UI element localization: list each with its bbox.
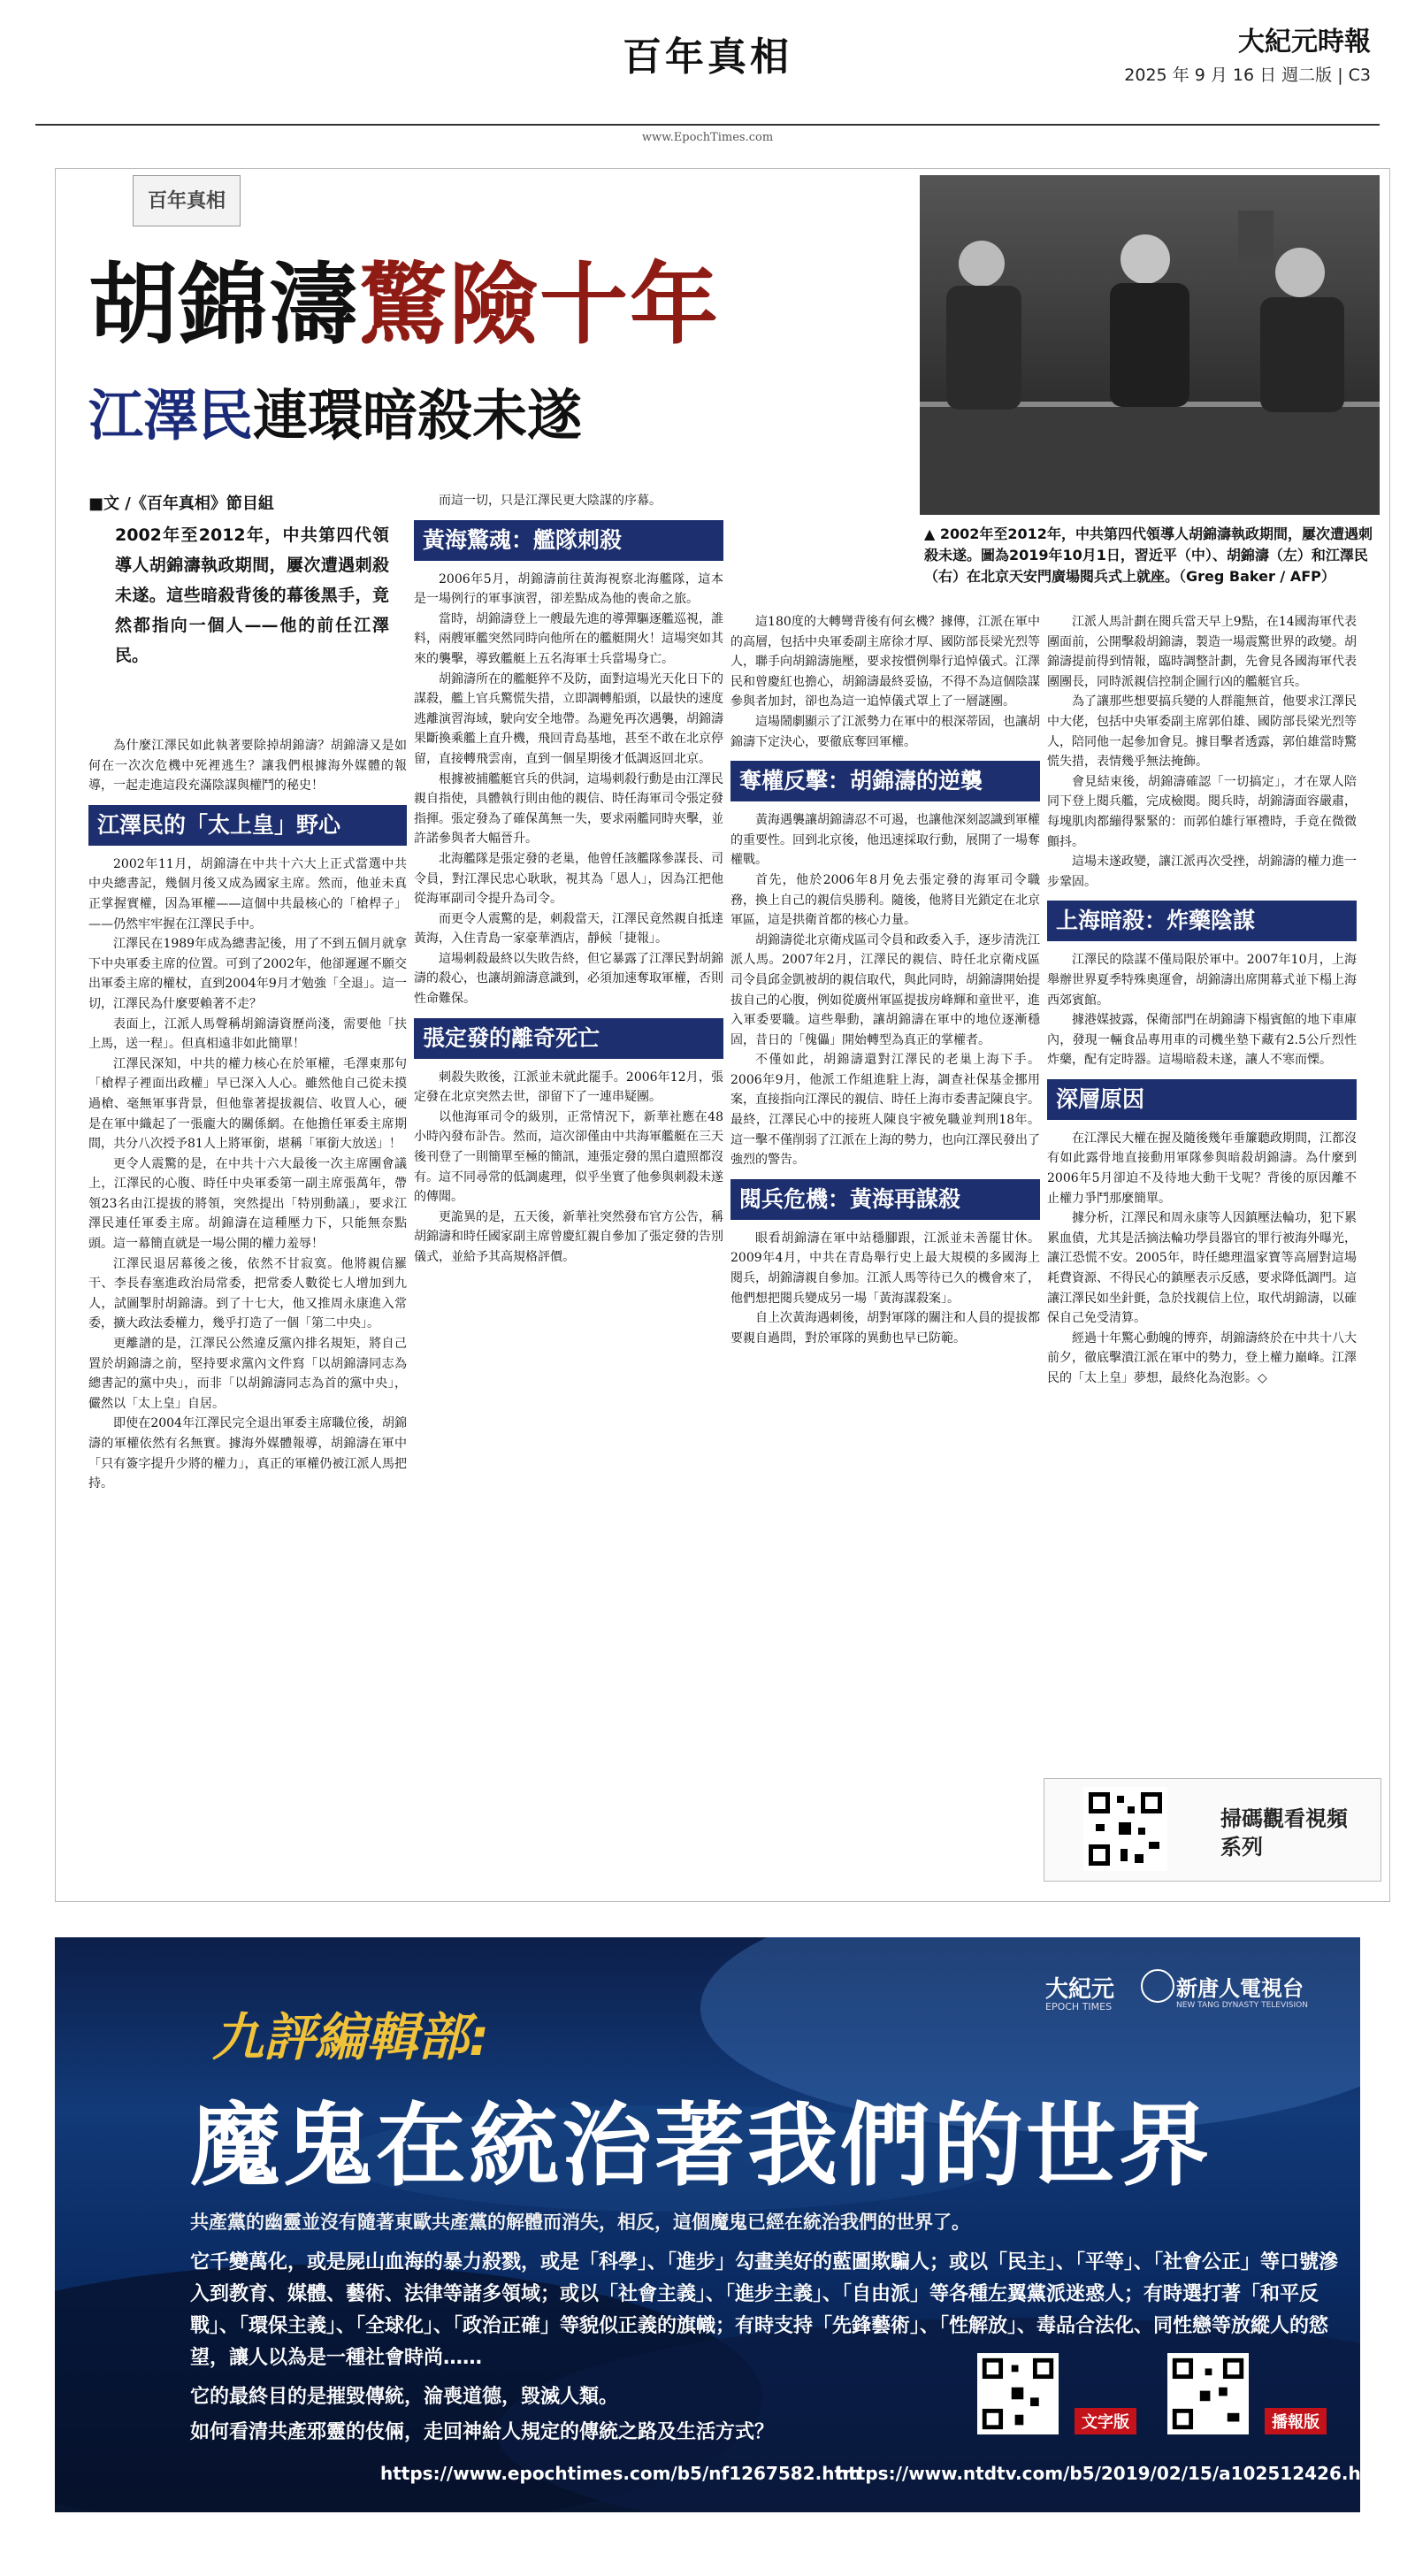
section-title: 百年真相 [623,34,792,80]
paragraph: 北海艦隊是張定發的老巢，他曾任該艦隊參謀長、司令員，對江澤民忠心耿耿，視其為「恩人」，因為江把他從海軍副司令提升為司令。 [414,851,723,907]
section-heading: 江澤民的「太上皇」野心 [88,805,407,846]
ad-body: 它千變萬化，或是屍山血海的暴力殺戮，或是「科學」、「進步」勾畫美好的藍圖欺騙人；或以「民主」、「平等」、「社會公正」等口號滲入到教育、媒體、藝術、法律等諸多領域；或以「社會主義」、「進步主義」、「自由派」等各種左翼黨派迷惑人；有時選打著「和平反戰」、「環保主義」、「全球化」、「政治正確」等貌似正義的旗幟；有時支持「先鋒藝術」、「性解放」、毒品合法化、同性戀等放縱人的慾望，讓人以為是一種社會時尚…… [190,2251,1339,2369]
paragraph: 經過十年驚心動魄的博弈，胡錦濤終於在中共十八大前夕，徹底擊潰江派在軍中的勢力，登上權力巔峰。江澤民的「太上皇」夢想，最終化為泡影。◇ [1047,1330,1357,1385]
byline: ■文 /《百年真相》節目組 [88,494,274,513]
paragraph: 江澤民深知，中共的權力核心在於軍權，毛澤東那句「槍桿子裡面出政權」早已深入人心。雖然他自己從未摸過槍、毫無軍事背景，但他靠著提拔親信、收買人心，硬是在軍中織起了一張龐大的關係網。在他擔任軍委主席期間，共分八次授予81人上將軍銜，堪稱「軍銜大放送」！ [88,1056,407,1152]
text-version-tag[interactable]: 文字版 [1075,2408,1136,2434]
paragraph: 黃海遇襲讓胡錦濤忍不可遏，也讓他深刻認識到軍權的重要性。回到北京後，他迅速採取行動，展開了一場奪權戰。 [730,813,1040,868]
photo-illustration [920,175,1380,515]
header-divider [35,124,1380,126]
date-line: 2025 年 9 月 16 日 週二版 | C3 [1124,65,1371,85]
ad-series-label: 九評編輯部: [212,2007,490,2067]
subhead-blue: 江澤民 [88,383,254,448]
broadcast-version-tag[interactable]: 播報版 [1265,2408,1327,2434]
epoch-times-logo: 大紀元 [1045,1976,1115,2003]
paragraph: 2006年5月，胡錦濤前往黃海視察北海艦隊，這本是一場例行的軍事演習，卻差點成為他的喪命之旅。 [414,571,723,607]
ad-intro: 共產黨的幽靈並沒有隨著東歐共產黨的解體而消失，相反，這個魔鬼已經在統治我們的世界了。 [190,2212,970,2233]
paragraph: 在江澤民大權在握及隨後幾年垂簾聽政期間，江都沒有如此露骨地直接動用軍隊參與暗殺胡錦濤。為什麼到2006年5月卻迫不及待地大動干戈呢？背後的原因離不止權力爭鬥那麼簡單。 [1047,1131,1357,1206]
headline [88,252,849,358]
paragraph: 這場未遂政變，讓江派再次受挫，胡錦濤的權力進一步鞏固。 [1047,855,1357,889]
article-column-1 [88,736,407,1494]
newspaper-brand: 大紀元時報 [1238,27,1371,58]
paragraph: 首先，他於2006年8月免去張定發的海軍司令職務，換上自己的親信吳勝利。隨後，他將目光鎖定在北京軍區，這是拱衛首都的核心力量。 [730,872,1040,928]
paragraph: 這場刺殺最終以失敗告終，但它暴露了江澤民對胡錦濤的殺心，也讓胡錦濤意識到，必須加速奪取軍權，否則性命難保。 [414,951,723,1007]
paragraph: 這180度的大轉彎背後有何玄機？據傳，江派在軍中的高層，包括中央軍委副主席徐才厚、國防部長梁光烈等人，聯手向胡錦濤施壓，要求按慣例舉行追悼儀式。江澤民和曾慶紅也擔心，胡錦濤最終妥協，不得不為這個陰謀參與者加封，卻也為這一追悼儀式罩上了一層謎團。 [730,615,1040,709]
paragraph: 自上次黃海遇刺後，胡對軍隊的關注和人員的提拔都要親自過問，對於軍隊的異動也早已防範。 [730,1311,1040,1346]
paragraph: 會見結束後，胡錦濤確認「一切搞定」，才在眾人陪同下登上閱兵艦，完成檢閱。閱兵時，胡錦濤面容嚴肅，每塊肌肉都繃得緊緊的：而郭伯雄行軍禮時，手竟在微微顫抖。 [1047,774,1357,849]
paragraph: 這場鬧劇顯示了江派勢力在軍中的根深蒂固，也讓胡錦濤下定決心，要徹底奪回軍權。 [730,714,1040,749]
headline-red: 驚險十年 [359,253,720,356]
paragraph: 江派人馬計劃在閱兵當天早上9點，在14國海軍代表團面前，公開擊殺胡錦濤，製造一場震驚世界的政變。胡錦濤提前得到情報，臨時調整計劃，先會見各國海軍代表團團長，同時派親信控制企圖行凶的艦艇官兵。 [1047,615,1357,689]
paragraph: 表面上，江派人馬聲稱胡錦濤資歷尚淺，需要他「扶上馬，送一程」。但真相遠非如此簡單！ [88,1016,407,1052]
site-url: www.EpochTimes.com [619,131,796,144]
subheadline [88,380,849,451]
paragraph: 為什麼江澤民如此執著要除掉胡錦濤？胡錦濤又是如何在一次次危機中死裡逃生？讓我們根據海外媒體的報導，一起走進這段充滿陰謀與權鬥的秘史！ [88,739,407,794]
ad-title: 魔鬼在統治著我們的世界 [190,2094,1212,2199]
paragraph: 胡錦濤從北京衛戍區司令員和政委入手，逐步清洗江派人馬。2007年2月，江澤民的親信、時任北京衛戍區司令員邱金凱被胡的親信取代，與此同時，胡錦濤開始提拔自己的心腹，例如從廣州軍區提拔房峰輝和童世平，進入軍委要職。這些舉動，讓胡錦濤在軍中的地位逐漸穩固，昔日的「傀儡」開始轉型為真正的掌權者。 [730,932,1040,1047]
ad-question: 如何看清共產邪靈的伎倆，走回神給人規定的傳統之路及生活方式？ [190,2421,775,2443]
section-heading: 張定發的離奇死亡 [414,1018,723,1059]
paragraph: 胡錦濤所在的艦艇猝不及防，面對這場光天化日下的謀殺，艦上官兵驚慌失措，立即調轉船頭，以最快的速度逃離演習海域，駛向安全地帶。為避免再次遇襲，胡錦濤果斷換乘艦上直升機，飛回青島基地，甚至不敢在北京停留，直接轉飛雲南，直到一個星期後才低調返回北京。 [414,671,723,766]
article-column-4 [1047,612,1357,1389]
article-column-3 [730,612,1040,1348]
paragraph: 而這一切，只是江澤民更大陰謀的序幕。 [439,494,662,508]
ntd-link[interactable]: https://www.ntdtv.com/b5/2019/02/15/a102512426.html [836,2463,1394,2484]
epoch-times-link[interactable]: https://www.epochtimes.com/b5/nf1267582.htm [380,2463,861,2484]
section-heading: 上海暗殺：炸藥陰謀 [1047,901,1357,941]
paragraph: 刺殺失敗後，江派並未就此罷手。2006年12月，張定發在北京突然去世，卻留下了一連串疑團。 [414,1070,723,1105]
paragraph: 即使在2004年江澤民完全退出軍委主席職位後，胡錦濤的軍權依然有名無實。據海外媒體報導，胡錦濤在軍中「只有簽字提升少將的權力」，真正的軍權仍被江派人馬把持。 [88,1416,407,1491]
column-logo: 百年真相 [133,175,241,226]
section-heading: 閱兵危機：黃海再謀殺 [730,1179,1040,1220]
lede: 2002年至2012年，中共第四代領導人胡錦濤執政期間，屢次遭遇刺殺未遂。這些暗殺背後的幕後黑手，竟然都指向一個人——他的前任江澤民。 [115,525,389,665]
subhead-black: 連環暗殺未遂 [253,383,583,448]
photo-caption: ▲ 2002年至2012年，中共第四代領導人胡錦濤執政期間，屢次遭遇刺殺未遂。圖為2019年10月1日，習近平（中）、胡錦濤（左）和江澤民（右）在北京天安門廣場閱兵式上就座。（Greg Baker / AFP） [924,525,1373,585]
article-column-2 [414,491,723,1268]
qr-code-icon[interactable] [1083,1787,1167,1871]
paragraph: 江澤民在1989年成為總書記後，用了不到五個月就拿下中央軍委主席的位置。可到了2002年，他卻遲遲不願交出軍委主席的權杖，直到2004年9月才勉強「全退」。這一切，江澤民為什麼要賴著不走？ [88,937,407,1011]
paragraph: 為了讓那些想要搞兵變的人群龍無首，他要求江澤民中大佬，包括中央軍委副主席郭伯雄、國防部長梁光烈等人，陪同他一起參加會見。據目擊者透露，郭伯雄當時驚慌失措，表情幾乎無法掩飾。 [1047,694,1357,770]
paragraph: 2002年11月，胡錦濤在中共十六大上正式當選中共中央總書記，幾個月後又成為國家主席。然而，他並未真正掌握實權，因為軍權——這個中共最核心的「槍桿子」——仍然牢牢握在江澤民手中。 [88,856,407,932]
section-heading: 黃海驚魂：艦隊刺殺 [414,520,723,561]
paragraph: 當時，胡錦濤登上一艘最先進的導彈驅逐艦巡視，誰料，兩艘軍艦突然同時向他所在的艦艇開火！這場突如其來的襲擊，導致艦艇上五名海軍士兵當場身亡。 [414,611,723,666]
ntd-logo: 新唐人電視台 [1176,1975,1304,2001]
qr-code-icon[interactable] [977,2353,1059,2434]
ad-goal: 它的最終目的是摧毀傳統，淪喪道德，毀滅人類。 [190,2386,619,2408]
section-heading: 奪權反擊：胡錦濤的逆襲 [730,761,1040,801]
article-photo [920,175,1380,515]
paragraph: 眼看胡錦濤在軍中站穩腳跟，江派並未善罷甘休。2009年4月，中共在青島舉行史上最大規模的多國海上閱兵，胡錦濤親自參加。江派人馬等待已久的機會來了，他們想把閱兵變成另一場「黃海謀殺案」。 [730,1230,1040,1306]
paragraph: 更離譜的是，江澤民公然違反黨內排名規矩，將自己置於胡錦濤之前，堅持要求黨內文件寫「以胡錦濤同志為總書記的黨中央」，而非「以胡錦濤同志為首的黨中央」，儼然以「太上皇」自居。 [88,1337,407,1411]
ntd-emblem-icon [1141,1969,1174,2003]
paragraph: 更詭異的是，五天後，新華社突然發布官方公告，稱胡錦濤和時任國家副主席曾慶紅親自參加了張定發的告別儀式，並給予其高規格評價。 [414,1209,723,1264]
ntd-logo-en: NEW TANG DYNASTY TELEVISION [1176,2001,1308,2010]
paragraph: 根據被捕艦艇官兵的供詞，這場刺殺行動是由江澤民親自指使，具體執行則由他的親信、時任海軍司令張定發指揮。張定發為了確保萬無一失，要求兩艦同時夾擊，並許諾參與者大幅晉升。 [414,771,723,847]
paragraph: 更令人震驚的是，在中共十六大最後一次主席團會議上，江澤民的心腹、時任中央軍委第一副主席張萬年，帶領23名由江提拔的將領，突然提出「特別動議」，要求江澤民連任軍委主席。胡錦濤在這種壓力下，只能無奈點頭。這一幕簡直就是一場公開的權力羞辱！ [88,1156,407,1252]
qr-label: 掃碼觀看視頻系列 [1220,1806,1348,1859]
epoch-times-logo-en: EPOCH TIMES [1045,2001,1113,2012]
paragraph: 據港媒披露，保衛部門在胡錦濤下榻賓館的地下車庫內，發現一輛食品專用車的司機坐墊下藏有2.5公斤烈性炸藥，配有定時器。這場暗殺未遂，讓人不寒而慄。 [1047,1013,1357,1068]
paragraph: 江澤民的陰謀不僅局限於軍中。2007年10月，上海舉辦世界夏季特殊奧運會，胡錦濤出席開幕式並下榻上海西郊賓館。 [1047,953,1357,1008]
paragraph: 據分析，江澤民和周永康等人因鎮壓法輪功，犯下累累血債，尤其是活摘法輪功學員器官的罪行被海外曝光，讓江恐慌不安。2005年，時任總理溫家寶等高層對這場耗費資源、不得民心的鎮壓表示反感，要求降低調門。這讓江澤民如坐針氈，急於找親信上位，取代胡錦濤，以確保自己免受清算。 [1047,1211,1357,1326]
headline-black: 胡錦濤 [88,253,359,356]
paragraph: 不僅如此，胡錦濤還對江澤民的老巢上海下手。2006年9月，他派工作組進駐上海，調查社保基金挪用案，直接指向江澤民的親信、時任上海市委書記陳良宇。最終，江澤民心中的接班人陳良宇被免職並判刑18年。這一擊不僅削弱了江派在上海的勢力，也向江澤民發出了強烈的警告。 [730,1053,1040,1168]
paragraph: 以他海軍司令的級別，正常情況下，新華社應在48小時內發布訃告。然而，這次卻僅由中共海軍艦艇在三天後刊登了一則簡單至極的簡訊，連張定發的黑白遺照都沒有。這不同尋常的低調處理，似乎坐實了他參與刺殺未遂的傳聞。 [414,1109,723,1205]
paragraph: 江澤民退居幕後之後，依然不甘寂寞。他將親信羅干、李長春塞進政治局常委，把常委人數從七人增加到九人，試圖掣肘胡錦濤。到了十七大，他又推周永康進入常委，擴大政法委權力，幾乎打造了一個「第二中央」。 [88,1256,407,1331]
qr-code-icon[interactable] [1167,2353,1249,2434]
paragraph: 而更令人震驚的是，刺殺當天，江澤民竟然親自抵達黃海，入住青島一家豪華酒店，靜候「捷報」。 [414,911,723,947]
section-heading: 深層原因 [1047,1079,1357,1120]
